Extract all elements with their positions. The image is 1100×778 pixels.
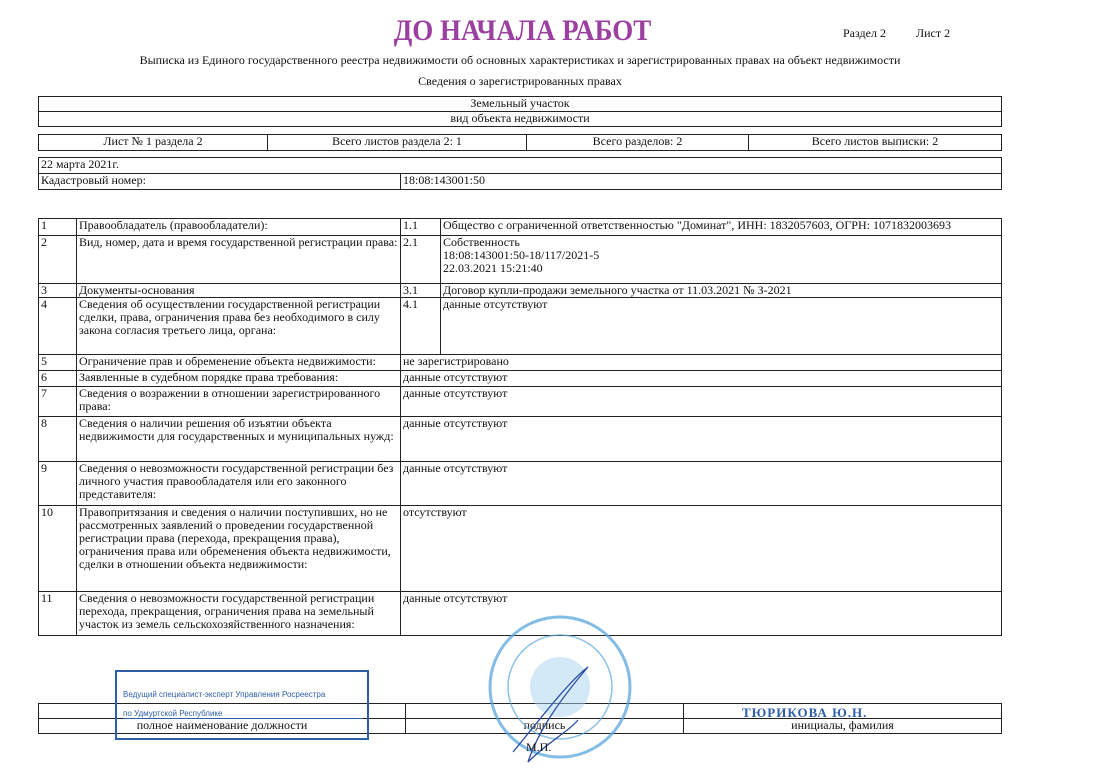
row-number: 10 xyxy=(39,506,77,592)
sheet-label: Лист 2 xyxy=(916,26,951,40)
registration-number: 18:08:143001:50-18/117/2021-5 xyxy=(443,248,600,262)
sheet-number: Лист № 1 раздела 2 xyxy=(39,135,268,151)
position-stamp xyxy=(115,670,369,740)
position-stamp-line1: Ведущий специалист-эксперт Управления Росреестра xyxy=(123,690,326,699)
row-number: 6 xyxy=(39,371,77,387)
row-subnumber: 3.1 xyxy=(401,284,441,298)
date-cadastral-table xyxy=(38,157,1002,190)
sections-total: Всего разделов: 2 xyxy=(527,135,749,151)
row-number: 4 xyxy=(39,298,77,355)
cadastral-number: 18:08:143001:50 xyxy=(401,174,1002,190)
row-number: 5 xyxy=(39,355,77,371)
sheets-table xyxy=(38,134,1002,151)
section-sheets-total: Всего листов раздела 2: 1 xyxy=(268,135,527,151)
row-label: Сведения о невозможности государственной регистрации перехода, прекращения, ограничения права на земельный участок из земель сельскохозяйственного назначения: xyxy=(77,592,401,636)
row-label: Сведения об осуществлении государственной регистрации сделки, права, ограничения права без необходимого в силу закона согласия третьего лица, органа: xyxy=(77,298,401,355)
row-value xyxy=(441,236,1002,284)
row-number: 3 xyxy=(39,284,77,298)
name-caption: инициалы, фамилия xyxy=(684,719,1002,734)
rights-table xyxy=(38,218,1002,636)
row-value: данные отсутствуют xyxy=(401,462,1002,506)
document-subtitle: Выписка из Единого государственного реестра недвижимости об основных характеристиках и зарегистрированных правах на объект недвижимости xyxy=(139,53,901,67)
right-type: Собственность xyxy=(443,235,520,249)
row-value: Договор купли-продажи земельного участка от 11.03.2021 № З-2021 xyxy=(441,284,1002,298)
row-value: данные отсутствуют xyxy=(401,387,1002,417)
cadastral-label: Кадастровый номер: xyxy=(39,174,401,190)
row-label: Документы-основания xyxy=(77,284,401,298)
signature-caption: подпись xyxy=(406,719,684,734)
row-number: 11 xyxy=(39,592,77,636)
row-number: 9 xyxy=(39,462,77,506)
seal-place-label: М.П. xyxy=(526,740,552,754)
row-number: 7 xyxy=(39,387,77,417)
row-subnumber: 2.1 xyxy=(401,236,441,284)
row-label: Сведения о наличии решения об изъятии объекта недвижимости для государственных и муниципальных нужд: xyxy=(77,417,401,462)
row-value: данные отсутствуют xyxy=(401,592,1002,636)
section-title: Сведения о зарегистрированных правах xyxy=(418,74,622,88)
row-label: Вид, номер, дата и время государственной регистрации права: xyxy=(77,236,401,284)
row-label: Сведения о невозможности государственной регистрации без личного участия правообладателя или его законного представителя: xyxy=(77,462,401,506)
row-label: Заявленные в судебном порядке права требования: xyxy=(77,371,401,387)
row-value: Общество с ограниченной ответственностью "Доминат", ИНН: 1832057603, ОГРН: 1071832003693 xyxy=(441,219,1002,236)
object-type: Земельный участок xyxy=(39,97,1002,112)
stamp-title: ДО НАЧАЛА РАБОТ xyxy=(393,14,652,47)
row-label: Сведения о возражении в отношении зарегистрированного права: xyxy=(77,387,401,417)
row-value: данные отсутствуют xyxy=(401,371,1002,387)
section-label: Раздел 2 xyxy=(843,26,886,40)
row-value: не зарегистрировано xyxy=(401,355,1002,371)
row-label: Правообладатель (правообладатели): xyxy=(77,219,401,236)
registration-datetime: 22.03.2021 15:21:40 xyxy=(443,261,543,275)
position-caption: полное наименование должности xyxy=(39,719,406,734)
row-number: 2 xyxy=(39,236,77,284)
object-type-table xyxy=(38,96,1002,127)
position-stamp-line2: по Удмуртской Республике xyxy=(123,709,363,719)
row-label: Ограничение прав и обременение объекта недвижимости: xyxy=(77,355,401,371)
row-subnumber: 1.1 xyxy=(401,219,441,236)
row-value: данные отсутствуют xyxy=(441,298,1002,355)
row-value: отсутствуют xyxy=(401,506,1002,592)
object-type-caption: вид объекта недвижимости xyxy=(39,112,1002,127)
row-number: 8 xyxy=(39,417,77,462)
extract-sheets-total: Всего листов выписки: 2 xyxy=(749,135,1002,151)
row-label: Правопритязания и сведения о наличии поступивших, но не рассмотренных заявлений о проведении государственной регистрации права (перехода, прекращения права), ограничения права или обременения объекта недвижимости, сделки в отношении объекта недвижимости: xyxy=(77,506,401,592)
row-number: 1 xyxy=(39,219,77,236)
row-subnumber: 4.1 xyxy=(401,298,441,355)
row-value: данные отсутствуют xyxy=(401,417,1002,462)
signer-name: ТЮРИКОВА Ю.Н. xyxy=(742,705,868,720)
extract-date: 22 марта 2021г. xyxy=(39,158,1002,174)
official-seal-icon xyxy=(478,612,648,777)
